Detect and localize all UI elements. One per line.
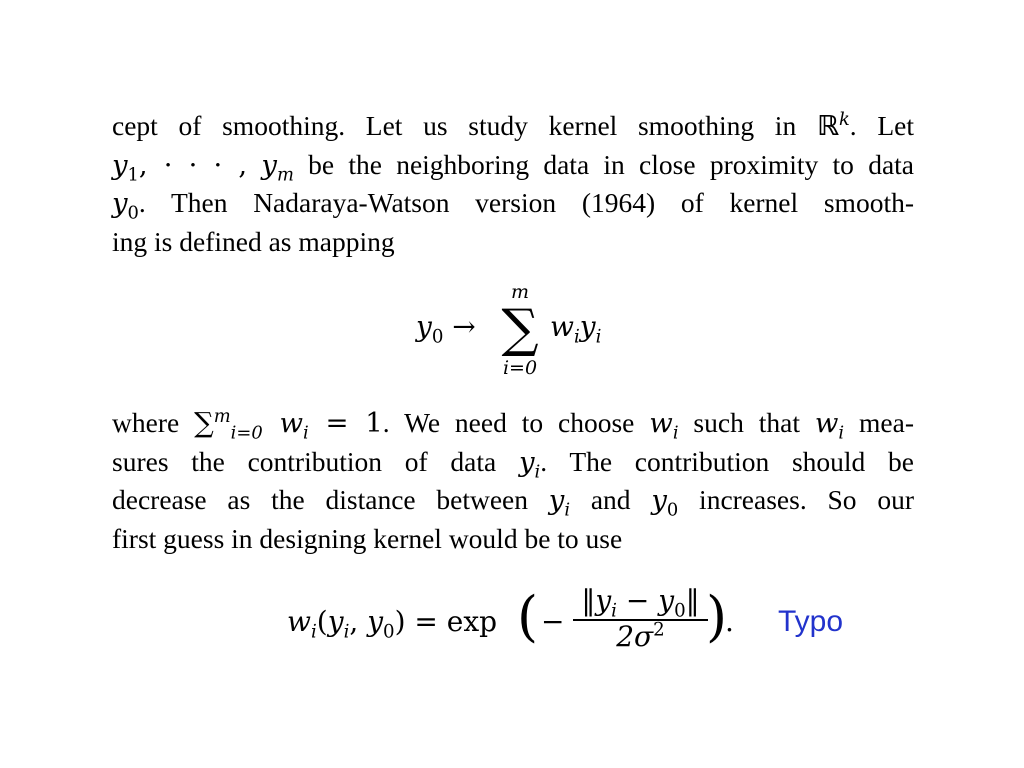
line-text: ing is defined as mapping <box>112 225 395 257</box>
fraction-numerator <box>573 583 708 622</box>
norm-bar: ‖ <box>685 584 700 617</box>
line-text: and <box>570 484 652 515</box>
equation-rhs <box>550 310 602 348</box>
set-exponent: k <box>838 108 850 130</box>
math-sup: 2 <box>653 619 665 641</box>
math-expr: ) = exp <box>394 605 498 638</box>
line-text: . Let <box>849 110 914 141</box>
math-var: w <box>262 407 304 439</box>
text-line <box>112 404 914 443</box>
math-var: y <box>548 484 565 516</box>
math-sub: 0 <box>431 326 444 348</box>
equation-lhs <box>416 310 476 348</box>
line-text: increases. So our <box>678 484 914 515</box>
math-sup: m <box>213 405 231 427</box>
text-line <box>112 107 914 146</box>
minus-sign: − <box>541 605 565 638</box>
line-text: be the neighboring data in close proximity to data <box>293 148 914 180</box>
typo-annotation: Typo <box>778 605 844 638</box>
math-var: y <box>367 605 384 638</box>
line-text: sures the contribution of data <box>112 445 519 477</box>
math-comma: , <box>349 605 368 638</box>
text-line <box>112 184 914 223</box>
math-sub: 1 <box>127 164 139 185</box>
math-sub: i <box>611 600 617 622</box>
math-var: y <box>416 310 432 343</box>
math-sub: 0 <box>666 499 679 521</box>
text-line <box>112 146 914 185</box>
math-var: y <box>518 445 535 478</box>
line-text: decrease as the distance between <box>112 484 549 515</box>
norm-bar: ‖ <box>581 584 596 617</box>
line-text: such that <box>678 407 815 438</box>
math-var: w <box>814 407 839 439</box>
equation-mapping <box>0 280 1024 390</box>
math-var: y <box>327 605 344 638</box>
line-text: . The contribution should be <box>540 445 915 477</box>
math-sub: i <box>534 461 541 482</box>
sigma-symbol: ∑ <box>194 407 214 439</box>
paragraph-intro <box>112 107 914 261</box>
math-sub: 0 <box>674 600 686 622</box>
math-sub: 0 <box>383 621 395 643</box>
math-sub: i <box>672 422 679 444</box>
real-set-symbol: ℝ <box>816 110 839 142</box>
sum-lower-limit: i=0 <box>502 357 538 379</box>
math-sub: i <box>303 422 309 444</box>
text-line <box>112 520 914 559</box>
equation-lhs <box>287 605 498 643</box>
math-var: y <box>112 148 128 181</box>
math-sub: i <box>564 499 571 521</box>
large-left-paren: ( <box>517 585 539 648</box>
period: . <box>725 605 734 638</box>
math-ellipsis: , · · · , <box>138 148 248 181</box>
line-text: cept of smoothing. Let us study kernel smoothing in <box>112 110 797 141</box>
line-text: . Then Nadaraya-Watson version (1964) of kernel smooth- <box>138 187 914 218</box>
math-sub: m <box>276 164 294 185</box>
math-sub: i=0 <box>230 422 263 444</box>
summation <box>494 280 546 380</box>
math-var: y <box>651 484 667 516</box>
paragraph-weights <box>112 404 914 558</box>
text-line <box>112 481 914 520</box>
math-op: − <box>616 584 659 617</box>
math-expr: 2σ <box>616 620 654 650</box>
text-line <box>112 443 914 482</box>
math-expr: = 1 <box>308 407 383 439</box>
math-sub: 0 <box>127 202 139 224</box>
math-var: y <box>261 148 277 181</box>
math-sub: i <box>838 422 845 444</box>
math-var: y <box>579 310 596 343</box>
sigma-symbol: ∑ <box>501 299 539 359</box>
math-sub: i <box>343 621 350 643</box>
equation-kernel-weight <box>0 575 1024 650</box>
math-var: w <box>649 407 673 439</box>
math-var: y <box>658 584 675 617</box>
math-paren: ( <box>316 605 328 638</box>
large-right-paren: ) <box>706 585 728 648</box>
line-text: . We need to choose <box>382 407 650 438</box>
math-var: w <box>287 605 311 638</box>
math-var: w <box>550 310 574 343</box>
line-text: where <box>112 407 195 438</box>
math-sub: i <box>595 326 602 348</box>
arrow-symbol: → <box>443 310 476 343</box>
math-sub: i <box>573 326 580 348</box>
math-sub: i <box>310 621 317 643</box>
math-var: y <box>595 584 612 617</box>
fraction-denominator <box>573 621 708 650</box>
fraction <box>573 583 708 650</box>
sum-upper-limit: m <box>510 281 530 303</box>
text-line <box>112 223 914 262</box>
line-text: first guess in designing kernel would be to use <box>112 522 623 554</box>
math-var: y <box>112 187 128 219</box>
line-text: mea- <box>844 407 914 438</box>
